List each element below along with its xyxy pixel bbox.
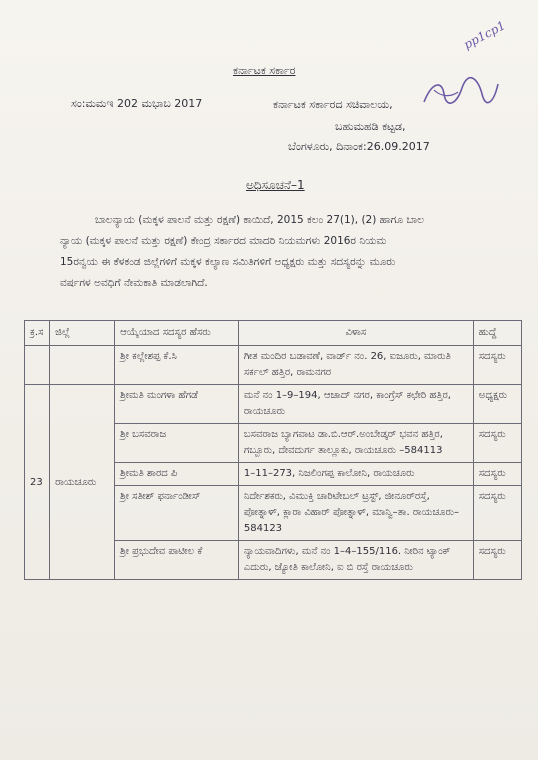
notification-title: ಅಧಿಸೂಚನೆ–1 (246, 178, 305, 192)
table-header-row (25, 321, 522, 346)
member-designation: ಸದಸ್ಯರು (473, 541, 521, 580)
member-name: ಶ್ರೀ ಸತೀಶ್ ಫರ್ನಾಂಡೀಸ್ (115, 486, 239, 541)
member-address: ಬಸವರಾಜ ಬ್ಯಾಗವಾಟ ಡಾ.ಬಿ.ಆರ್.ಅಂಬೇಡ್ಕರ್ ಭವನ ಹತ್ತಿರ, ಗಬ್ಬೂರು, ದೇವದುರ್ಗ ತಾಲ್ಲೂಕು, ರಾಯಚೂರು –584113 (238, 424, 473, 463)
handwritten-code: pp1cp1 (461, 18, 508, 52)
header-address: ವಿಳಾಸ (238, 321, 473, 346)
member-name: ಶ್ರೀ ಕಲ್ಲೇಶಪ್ಪ ಕೆ.ಸಿ (115, 346, 239, 385)
member-address: 1–11–273, ನಿಜಲಿಂಗಪ್ಪ ಕಾಲೋನಿ, ರಾಯಚೂರು (238, 463, 473, 486)
address-line-1: ಕರ್ನಾಟಕ ಸರ್ಕಾರದ ಸಚಿವಾಲಯ, (273, 98, 393, 111)
body-line: ವರ್ಷಗಳ ಅವಧಿಗೆ ನೇಮಕಾತಿ ಮಾಡಲಾಗಿದೆ. (60, 277, 208, 289)
header-district: ಜಿಲ್ಲೆ (50, 321, 115, 346)
body-line: ನ್ಯಾಯ (ಮಕ್ಕಳ ಪಾಲನೆ ಮತ್ತು ರಕ್ಷಣೆ) ಕೇಂದ್ರ ಸರ್ಕಾರದ ಮಾದರಿ ನಿಯಮಗಳು 2016ರ ನಿಯಮ (60, 235, 387, 247)
signature-mark (420, 72, 500, 112)
table-row (25, 346, 522, 385)
reference-number: ಸಂ:ಮಮಇ 202 ಮಭಾಬ 2017 (71, 97, 203, 110)
member-designation: ಸದಸ್ಯರು (473, 486, 521, 541)
address-line-3: ಬೆಂಗಳೂರು, ದಿನಾಂಕ:26.09.2017 (288, 140, 430, 153)
sl-number: 23 (25, 385, 50, 580)
address-line-2: ಬಹುಮಹಡಿ ಕಟ್ಟಡ, (335, 120, 406, 133)
header-designation: ಹುದ್ದೆ (473, 321, 521, 346)
header-sl: ಕ್ರ.ಸ (25, 321, 50, 346)
body-line: 15ರನ್ವಯ ಈ ಕೆಳಕಂಡ ಜಿಲ್ಲೆಗಳಿಗೆ ಮಕ್ಕಳ ಕಲ್ಯಾಣ ಸಮಿತಿಗಳಿಗೆ ಅಧ್ಯಕ್ಷರು ಮತ್ತು ಸದಸ್ಯರನ್ನು ಮೂರು (60, 256, 396, 268)
member-designation: ಸದಸ್ಯರು (473, 424, 521, 463)
member-name: ಶ್ರೀಮತಿ ಮಂಗಳಾ ಹೆಗಡೆ (115, 385, 239, 424)
district-name: ರಾಯಚೂರು (50, 385, 115, 580)
member-address: ನಿರ್ದೇಶಕರು, ವಿಮುಕ್ತಿ ಚಾರಿಟೇಬಲ್ ಟ್ರಸ್ಟ್, ಜೀನೂರ್‌ರಸ್ತೆ, ಪೋತ್ನಾಳ್, ಕ್ಲಾರಾ ವಿಹಾರ್ ಪೋತ್ನಾಳ್, ಮಾನ್ವಿ–ತಾ. ರಾಯಚೂರು– 584123 (238, 486, 473, 541)
member-designation: ಸದಸ್ಯರು (473, 346, 521, 385)
notification-body (60, 210, 500, 294)
table-row (25, 385, 522, 424)
member-designation: ಸದಸ್ಯರು (473, 463, 521, 486)
members-table (24, 320, 522, 580)
member-name: ಶ್ರೀ ಬಸವರಾಜ (115, 424, 239, 463)
member-address: ನ್ಯಾಯವಾದಿಗಳು, ಮನೆ ನಂ 1–4–155/116. ನೀರಿನ ಟ್ಯಾಂಕ್ ಎದುರು, ಜ್ಯೋತಿ ಕಾಲೋನಿ, ಐ ಬಿ ರಸ್ತೆ ರಾಯಚೂರು (238, 541, 473, 580)
member-designation: ಅಧ್ಯಕ್ಷರು (473, 385, 521, 424)
government-title: ಕರ್ನಾಟಕ ಸರ್ಕಾರ (233, 64, 296, 77)
member-address: ಮನೆ ನಂ 1–9–194, ಆಜಾದ್ ನಗರ, ಕಾಂಗ್ರೆಸ್ ಕಛೇರಿ ಹತ್ತಿರ, ರಾಯಚೂರು (238, 385, 473, 424)
member-name: ಶ್ರೀ ಪ್ರಭುದೇವ ಪಾಟೀಲ ಕೆ (115, 541, 239, 580)
member-name: ಶ್ರೀಮತಿ ಶಾರದ ಪಿ (115, 463, 239, 486)
header-name: ಆಯ್ಕೆಯಾದ ಸದಸ್ಯರ ಹೆಸರು (115, 321, 239, 346)
member-address: ಗೀತ ಮಂದಿರ ಬಡಾವಣೆ, ವಾರ್ಡ್ ನಂ. 26, ಐಜೂರು, ಮಾರುತಿ ಸರ್ಕಲ್ ಹತ್ತಿರ, ರಾಮನಗರ (238, 346, 473, 385)
body-line: ಬಾಲನ್ಯಾಯ (ಮಕ್ಕಳ ಪಾಲನೆ ಮತ್ತು ರಕ್ಷಣೆ) ಕಾಯಿದೆ, 2015 ಕಲಂ 27(1), (2) ಹಾಗೂ ಬಾಲ (95, 214, 425, 226)
